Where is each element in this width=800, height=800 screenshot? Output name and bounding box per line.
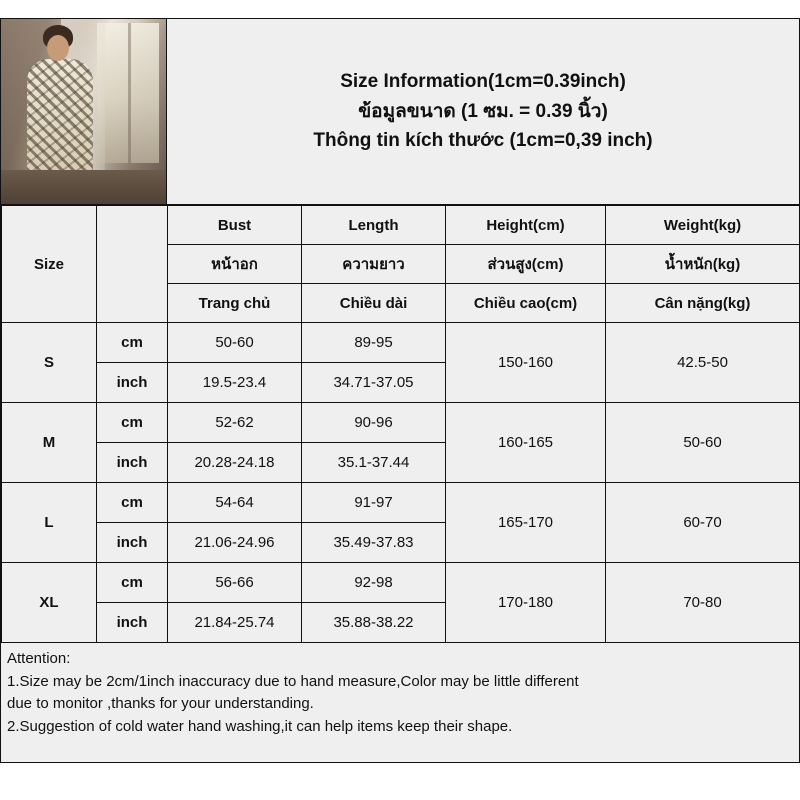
row-size-s: S: [2, 323, 97, 403]
s-weight: 42.5-50: [606, 323, 800, 403]
header-weight-vi: Cân nặng(kg): [606, 284, 800, 323]
s-length-inch: 34.71-37.05: [302, 363, 446, 403]
header-length-vi: Chiều dài: [302, 284, 446, 323]
xl-height: 170-180: [446, 563, 606, 643]
unit-cm: cm: [97, 403, 168, 443]
unit-cm: cm: [97, 563, 168, 603]
l-length-inch: 35.49-37.83: [302, 523, 446, 563]
photo-model-head: [47, 35, 69, 61]
s-bust-inch: 19.5-23.4: [168, 363, 302, 403]
header-bust-vi: Trang chủ: [168, 284, 302, 323]
header-length-en: Length: [302, 206, 446, 245]
product-photo-image: [1, 19, 166, 204]
attention-line-2: due to monitor ,thanks for your understanding.: [7, 695, 314, 712]
attention-line-1: 1.Size may be 2cm/1inch inaccuracy due to hand measure,Color may be little different: [7, 672, 579, 690]
xl-weight: 70-80: [606, 563, 800, 643]
m-bust-inch: 20.28-24.18: [168, 443, 302, 483]
xl-length-cm: 92-98: [302, 563, 446, 603]
table-header-row-en: [2, 206, 800, 245]
xl-length-inch: 35.88-38.22: [302, 603, 446, 643]
header-height-th: ส่วนสูง(cm): [446, 245, 606, 284]
unit-inch: inch: [97, 443, 168, 483]
header-bust-th: หน้าอก: [168, 245, 302, 284]
xl-bust-inch: 21.84-25.74: [168, 603, 302, 643]
unit-inch: inch: [97, 603, 168, 643]
size-chart: [0, 18, 800, 763]
m-bust-cm: 52-62: [168, 403, 302, 443]
measurements-table: [1, 205, 800, 643]
s-bust-cm: 50-60: [168, 323, 302, 363]
table-row: [2, 323, 800, 363]
title-english: Size Information(1cm=0.39inch): [340, 70, 626, 92]
l-bust-inch: 21.06-24.96: [168, 523, 302, 563]
l-weight: 60-70: [606, 483, 800, 563]
attention-line-3: 2.Suggestion of cold water hand washing,it can help items keep their shape.: [7, 717, 513, 735]
m-height: 160-165: [446, 403, 606, 483]
table-row: [2, 403, 800, 443]
xl-bust-cm: 56-66: [168, 563, 302, 603]
attention-block: [1, 643, 799, 762]
chart-title-block: [167, 19, 799, 204]
m-length-cm: 90-96: [302, 403, 446, 443]
size-header-cell: Size: [2, 206, 97, 323]
attention-heading: Attention:: [7, 650, 71, 667]
unit-cm: cm: [97, 323, 168, 363]
m-length-inch: 35.1-37.44: [302, 443, 446, 483]
row-size-l: L: [2, 483, 97, 563]
photo-window: [97, 23, 159, 163]
unit-header-cell: [97, 206, 168, 323]
table-row: [2, 563, 800, 603]
unit-cm: cm: [97, 483, 168, 523]
l-height: 165-170: [446, 483, 606, 563]
title-thai: ข้อมูลขนาด (1 ซม. = 0.39 นิ้ว): [358, 100, 608, 122]
s-height: 150-160: [446, 323, 606, 403]
chart-header: [1, 19, 799, 205]
header-height-vi: Chiều cao(cm): [446, 284, 606, 323]
title-vietnamese: Thông tin kích thước (1cm=0,39 inch): [313, 130, 653, 152]
s-length-cm: 89-95: [302, 323, 446, 363]
unit-inch: inch: [97, 523, 168, 563]
l-length-cm: 91-97: [302, 483, 446, 523]
l-bust-cm: 54-64: [168, 483, 302, 523]
row-size-xl: XL: [2, 563, 97, 643]
header-bust-en: Bust: [168, 206, 302, 245]
header-weight-en: Weight(kg): [606, 206, 800, 245]
header-length-th: ความยาว: [302, 245, 446, 284]
header-height-en: Height(cm): [446, 206, 606, 245]
row-size-m: M: [2, 403, 97, 483]
unit-inch: inch: [97, 363, 168, 403]
table-row: [2, 483, 800, 523]
photo-floor: [1, 170, 166, 204]
product-photo: [1, 19, 167, 204]
header-weight-th: น้ำหนัก(kg): [606, 245, 800, 284]
m-weight: 50-60: [606, 403, 800, 483]
